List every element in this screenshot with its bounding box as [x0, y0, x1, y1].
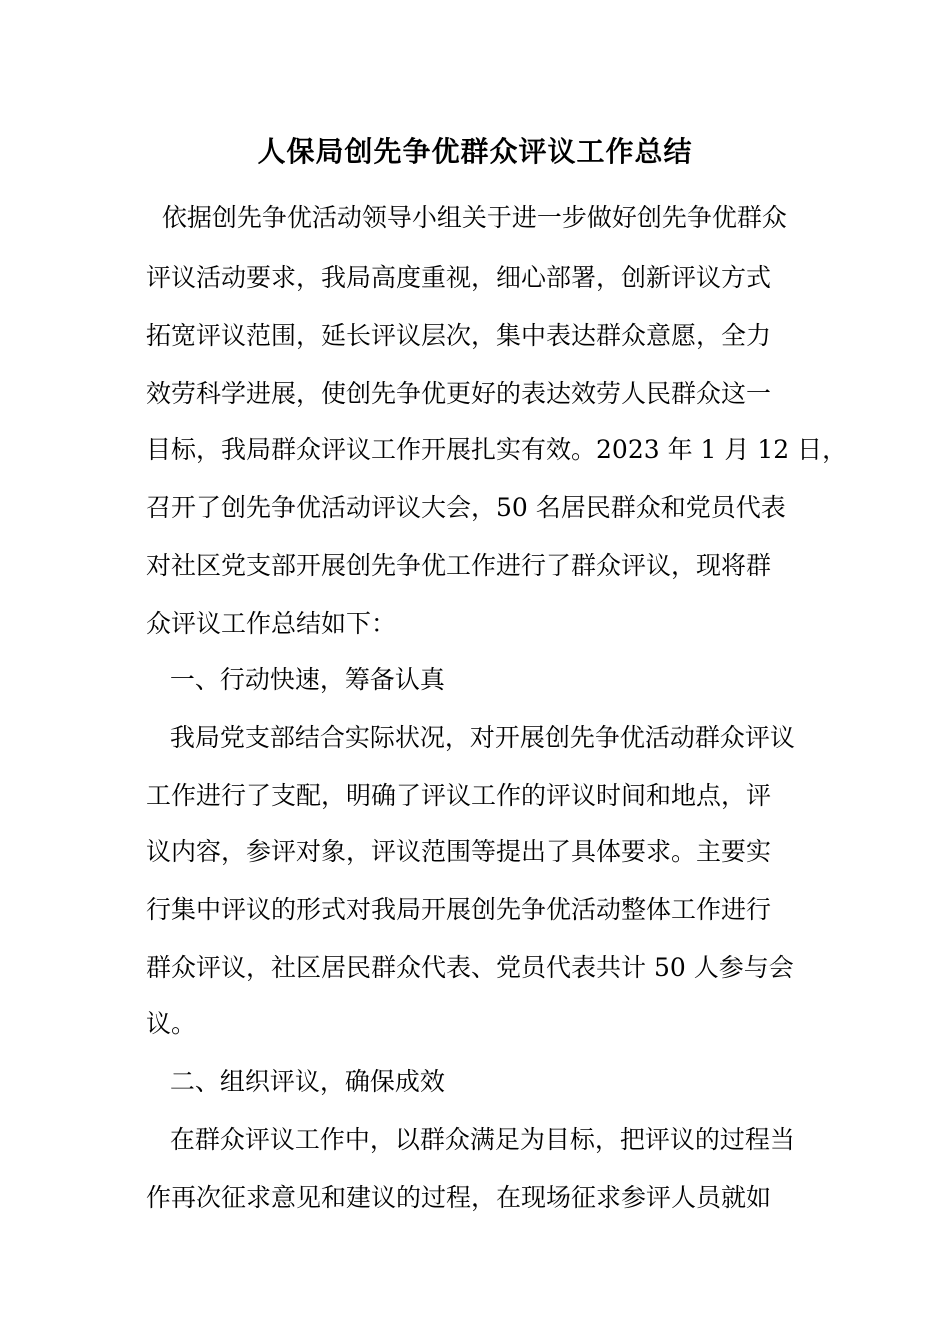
section-heading: 一、行动快速，筹备认真	[146, 665, 445, 694]
paragraph-line: 在群众评议工作中，以群众满足为目标，把评议的过程当	[146, 1125, 795, 1154]
section-heading: 二、组织评议，确保成效	[146, 1067, 445, 1096]
paragraph-line: 议。	[146, 1009, 197, 1038]
document-title: 人保局创先争优群众评议工作总结	[257, 135, 693, 168]
paragraph-line: 依据创先争优活动领导小组关于进一步做好创先争优群众	[146, 203, 787, 232]
paragraph-line: 行集中评议的形式对我局开展创先争优活动整体工作进行	[146, 895, 772, 924]
paragraph-line: 议内容，参评对象，评议范围等提出了具体要求。主要实	[146, 837, 772, 866]
paragraph-line: 众评议工作总结如下：	[146, 609, 397, 638]
paragraph-line: 作再次征求意见和建议的过程，在现场征求参评人员就如	[146, 1183, 772, 1212]
paragraph-line: 我局党支部结合实际状况，对开展创先争优活动群众评议	[146, 723, 795, 752]
paragraph-line: 工作进行了支配，明确了评议工作的评议时间和地点，评	[146, 781, 772, 810]
paragraph-line: 群众评议，社区居民群众代表、党员代表共计 50 人参与会	[146, 953, 794, 982]
paragraph-line: 效劳科学进展，使创先争优更好的表达效劳人民群众这一	[146, 379, 772, 408]
paragraph-line: 拓宽评议范围，延长评议层次，集中表达群众意愿，全力	[146, 321, 772, 350]
paragraph-line: 召开了创先争优活动评议大会，50 名居民群众和党员代表	[146, 493, 786, 522]
paragraph-line: 评议活动要求，我局高度重视，细心部署，创新评议方式	[146, 263, 772, 292]
paragraph-line: 目标，我局群众评议工作开展扎实有效。2023 年 1 月 12 日，	[146, 435, 848, 464]
paragraph-line: 对社区党支部开展创先争优工作进行了群众评议，现将群	[146, 551, 772, 580]
